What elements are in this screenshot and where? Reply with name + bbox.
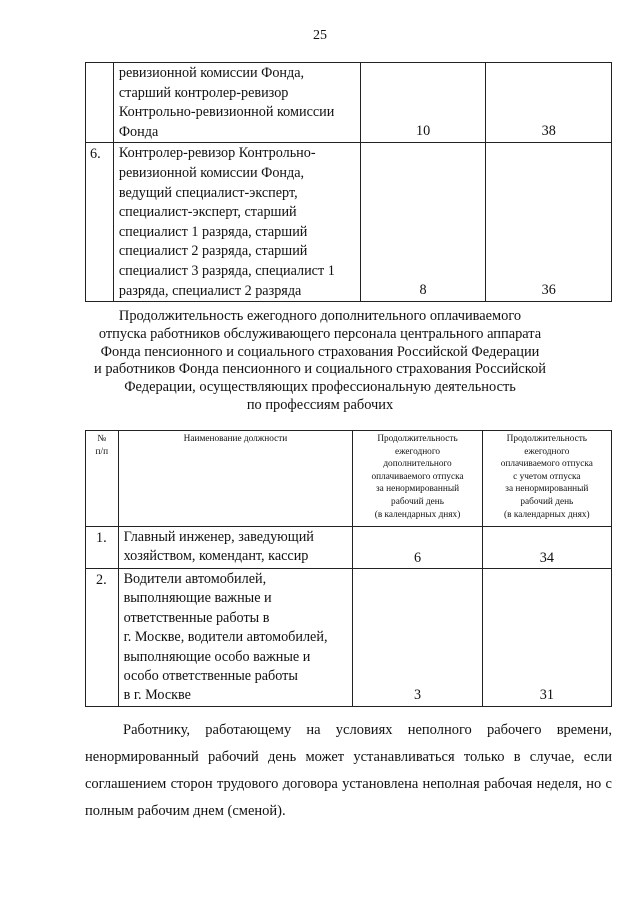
total-leave-days: 36	[486, 143, 612, 302]
section-heading	[70, 308, 570, 415]
heading-line: Федерации, осуществляющих профессиональную деятельность	[124, 379, 516, 396]
position-name	[113, 63, 360, 143]
text-line: Водители автомобилей,	[123, 571, 267, 587]
text-line: выполняющие важные и	[123, 590, 272, 607]
header-line: за ненормированный	[505, 484, 589, 495]
position-name	[118, 569, 353, 707]
text-line: хозяйством, комендант, кассир	[123, 548, 309, 565]
row-number: 1.	[86, 527, 119, 569]
table-row	[86, 527, 612, 569]
row-number: 6.	[86, 143, 114, 302]
header-line: оплачиваемого отпуска	[500, 459, 593, 470]
header-line: Продолжительность	[506, 434, 588, 444]
header-total-leave	[482, 431, 611, 527]
total-leave-days: 38	[486, 63, 612, 143]
text-line: ревизионной комиссии Фонда,	[118, 164, 305, 181]
text-line: Контрольно-ревизионной комиссии	[118, 104, 335, 121]
heading-line: отпуска работников обслуживающего персонала центрального аппарата	[98, 325, 542, 342]
additional-leave-days: 10	[360, 63, 486, 143]
workers-leave-table	[85, 430, 612, 707]
header-line: №	[97, 434, 107, 444]
header-line: Продолжительность	[377, 434, 458, 444]
header-line: с учетом отпуска	[513, 471, 581, 482]
position-name	[118, 527, 353, 569]
heading-line: и работников Фонда пенсионного и социального страхования Российской	[94, 361, 546, 378]
page-number: 25	[313, 28, 327, 43]
header-line: ежегодного	[394, 446, 441, 457]
text-line: старший контролер-ревизор	[118, 84, 289, 101]
text-line: Контролер-ревизор Контрольно-	[118, 145, 316, 162]
text-line: Главный инженер, заведующий	[123, 529, 314, 545]
text-line: г. Москве, водители автомобилей,	[123, 629, 328, 646]
text-line: Фонда	[118, 123, 159, 140]
header-line: дополнительного	[383, 459, 452, 470]
heading-line: по профессиям рабочих	[246, 396, 394, 413]
position-table-continuation	[85, 62, 612, 302]
header-number	[86, 431, 119, 527]
additional-leave-days: 8	[360, 143, 486, 302]
heading-line: Фонда пенсионного и социального страхования Российской Федерации	[100, 343, 540, 360]
position-name	[113, 143, 360, 302]
row-number	[86, 63, 114, 143]
header-line: ежегодного	[524, 446, 570, 457]
header-line: (в календарных днях)	[504, 509, 590, 520]
header-additional-leave	[353, 431, 482, 527]
closing-paragraph: Работнику, работающему на условиях неполного рабочего времени, ненормированный рабочий день может устанавливаться только в случае, если соглашением сторон трудового договора установлена неполная рабочая неделя, но с полным рабочим днем (сменой).	[85, 721, 612, 820]
table-header-row	[86, 431, 612, 527]
heading-line: Продолжительность ежегодного дополнительного оплачиваемого	[118, 308, 522, 324]
text-line: специалист-эксперт, старший	[118, 204, 297, 221]
header-position-name: Наименование должности	[118, 431, 353, 527]
text-line: специалист 3 разряда, специалист 1	[118, 262, 335, 279]
table-row	[86, 143, 612, 302]
total-leave-days: 34	[482, 527, 611, 569]
text-line: ответственные работы в	[123, 609, 270, 626]
header-line: рабочий день	[391, 496, 444, 507]
additional-leave-days: 6	[353, 527, 482, 569]
header-line: п/п	[95, 446, 109, 457]
text-line: ведущий специалист-эксперт,	[118, 184, 298, 201]
table-row	[86, 569, 612, 707]
table-row	[86, 63, 612, 143]
additional-leave-days: 3	[353, 569, 482, 707]
row-number: 2.	[86, 569, 119, 707]
header-line: рабочий день	[520, 496, 574, 507]
text-line: специалист 1 разряда, старший	[118, 223, 308, 240]
header-line: (в календарных днях)	[374, 509, 461, 520]
text-line: специалист 2 разряда, старший	[118, 243, 308, 260]
header-line: оплачиваемого отпуска	[371, 471, 464, 482]
text-line: выполняющие особо важные и	[123, 648, 311, 665]
text-line: особо ответственные работы	[123, 668, 298, 685]
text-line: разряда, специалист 2 разряда	[118, 282, 302, 299]
text-line: в г. Москве	[123, 687, 191, 704]
text-line: ревизионной комиссии Фонда,	[118, 65, 305, 81]
header-line: за ненормированный	[375, 484, 460, 495]
total-leave-days: 31	[482, 569, 611, 707]
